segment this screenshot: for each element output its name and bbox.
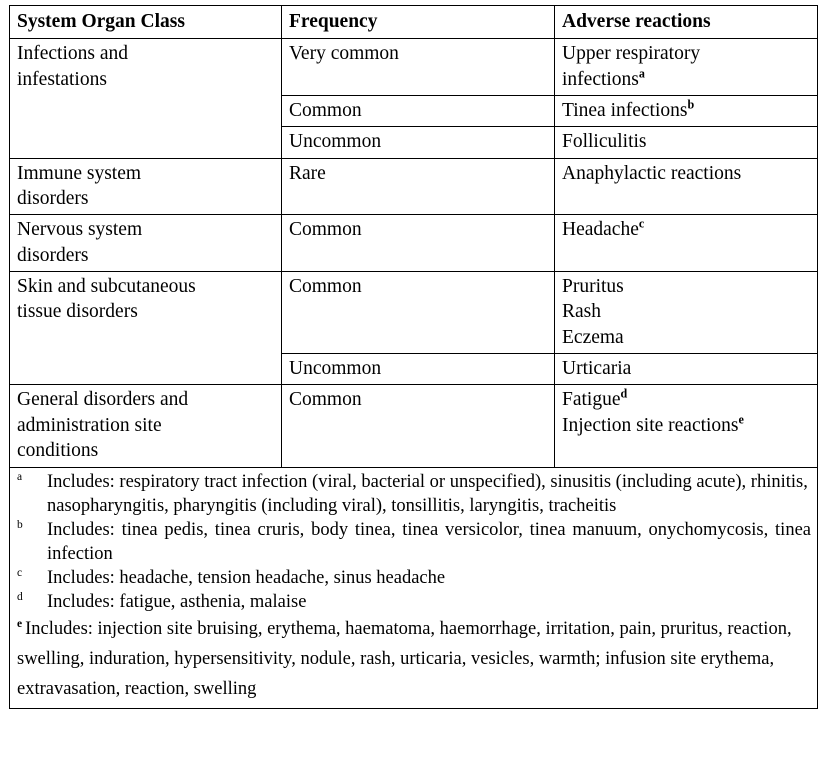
- footnote-d: [17, 590, 811, 614]
- column-header-system-organ-class: System Organ Class: [10, 6, 282, 39]
- footnote-marker-c: c: [17, 566, 23, 579]
- table-header-row: [10, 6, 818, 39]
- footnote-marker-d: d: [17, 590, 23, 603]
- table-row: [10, 385, 818, 467]
- soc-line: conditions: [17, 440, 99, 462]
- footnote-text-c: Includes: headache, tension headache, sinus headache: [47, 567, 446, 588]
- soc-line: disorders: [17, 244, 89, 266]
- cell-frequency: Common: [282, 385, 555, 467]
- footnote-marker-b: b: [17, 518, 23, 531]
- footnote-b: [17, 518, 811, 566]
- footnote-ref-b: b: [687, 97, 695, 112]
- footnote-text-a: Includes: respiratory tract infection (viral, bacterial or unspecified), sinusitis (including acute), rhinitis, nasopharyngitis, pharyngitis (including viral), tonsillitis, laryngitis, tracheitis: [47, 471, 808, 516]
- cell-adverse-reactions: [555, 272, 818, 354]
- column-header-adverse-reactions: Adverse reactions: [555, 6, 818, 39]
- footnote-ref-d: d: [620, 386, 628, 401]
- reaction-line: [562, 98, 811, 123]
- reaction-text: Headache: [562, 219, 639, 241]
- footnote-a: [17, 470, 811, 518]
- footnote-marker-a: a: [17, 470, 23, 483]
- reaction-text: infections: [562, 68, 639, 90]
- cell-adverse-reactions: [555, 354, 818, 385]
- soc-line: Skin and subcutaneous: [17, 276, 196, 298]
- cell-adverse-reactions: [555, 385, 818, 467]
- reaction-text: Fatigue: [562, 389, 621, 411]
- soc-line: Nervous system: [17, 219, 143, 241]
- soc-line: tissue disorders: [17, 301, 138, 323]
- reaction-line: [562, 387, 811, 412]
- footnote-marker-e: e: [17, 617, 23, 630]
- cell-system-organ-class: [10, 385, 282, 467]
- reaction-line: [562, 217, 811, 242]
- footnote-text-d: Includes: fatigue, asthenia, malaise: [47, 591, 307, 612]
- reaction-line: Folliculitis: [562, 131, 647, 153]
- footnote-text-e: Includes: injection site bruising, erythema, haematoma, haemorrhage, irritation, pain, pruritus, reaction, swelling, induration, hypersensitivity, nodule, rash, urticaria, vesicles, warmth; infusion site erythema, extravasation, reaction, swelling: [17, 618, 792, 699]
- footnote-ref-c: c: [638, 216, 645, 231]
- cell-frequency: Common: [282, 215, 555, 272]
- cell-frequency: Uncommon: [282, 354, 555, 385]
- reaction-text: Tinea infections: [562, 100, 688, 122]
- reaction-line: [562, 67, 811, 92]
- cell-frequency: Rare: [282, 158, 555, 215]
- cell-adverse-reactions: [555, 39, 818, 96]
- reaction-line: Anaphylactic reactions: [562, 162, 742, 184]
- soc-line: disorders: [17, 188, 89, 210]
- footnotes-cell: [10, 467, 818, 708]
- reaction-line: Eczema: [562, 326, 624, 348]
- reaction-line: Urticaria: [562, 358, 632, 380]
- cell-frequency: Common: [282, 272, 555, 354]
- cell-adverse-reactions: [555, 215, 818, 272]
- reaction-line: Pruritus: [562, 276, 624, 298]
- soc-line: Immune system: [17, 162, 142, 184]
- footnote-text-b: Includes: tinea pedis, tinea cruris, body tinea, tinea versicolor, tinea manuum, onychomycosis, tinea infection: [47, 519, 811, 564]
- soc-line: administration site: [17, 414, 162, 436]
- table-row: [10, 39, 818, 96]
- cell-system-organ-class: [10, 158, 282, 215]
- reaction-line: Upper respiratory: [562, 43, 701, 65]
- soc-line: General disorders and: [17, 389, 189, 411]
- table-row: [10, 272, 818, 354]
- cell-adverse-reactions: [555, 158, 818, 215]
- adverse-reactions-table: [9, 5, 818, 709]
- soc-line: infestations: [17, 68, 107, 90]
- cell-frequency: Very common: [282, 39, 555, 96]
- cell-system-organ-class: [10, 272, 282, 385]
- cell-system-organ-class: [10, 215, 282, 272]
- table-body: [10, 39, 818, 708]
- table-row: [10, 215, 818, 272]
- footnote-c: [17, 566, 811, 590]
- reaction-line: Rash: [562, 301, 601, 323]
- column-header-frequency: Frequency: [282, 6, 555, 39]
- soc-line: Infections and: [17, 43, 129, 65]
- table-row: [10, 158, 818, 215]
- footnote-ref-a: a: [638, 66, 645, 81]
- footnote-e: [17, 615, 811, 705]
- reaction-text: Injection site reactions: [562, 414, 739, 436]
- table-footnotes-row: [10, 467, 818, 708]
- cell-system-organ-class: [10, 39, 282, 158]
- adverse-reactions-table-container: [9, 5, 817, 709]
- table-header: [10, 6, 818, 39]
- cell-frequency: Common: [282, 96, 555, 127]
- footnote-ref-e: e: [738, 412, 744, 427]
- cell-frequency: Uncommon: [282, 127, 555, 158]
- cell-adverse-reactions: [555, 96, 818, 127]
- cell-adverse-reactions: [555, 127, 818, 158]
- reaction-line: [562, 413, 811, 438]
